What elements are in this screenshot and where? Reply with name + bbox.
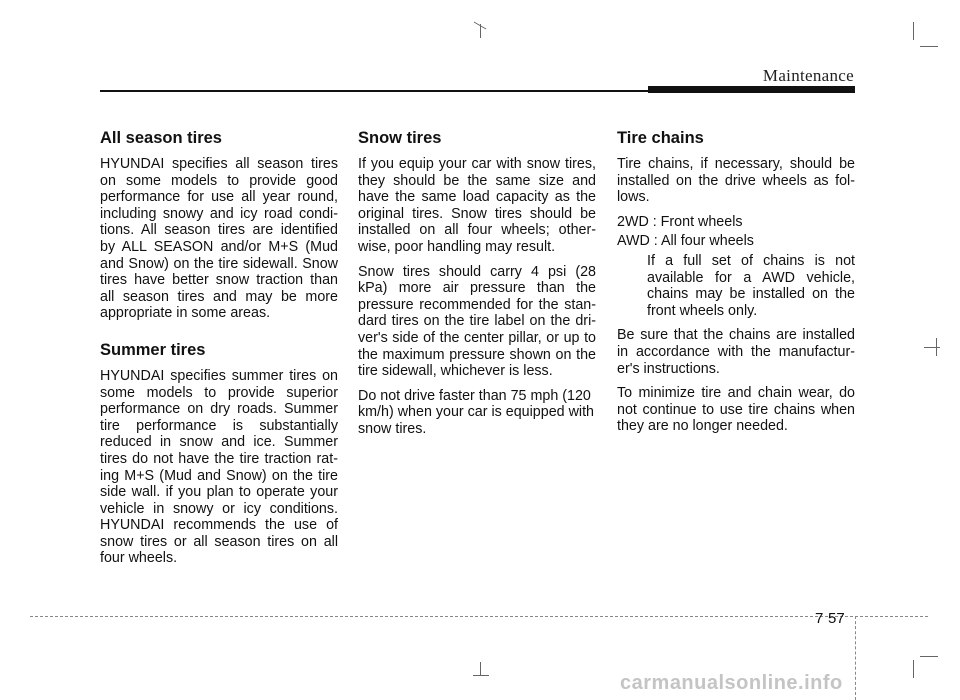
footer-dashed-divider [855,616,856,700]
header-rule-thin [100,90,648,92]
crop-mark-topright-v [913,22,914,40]
paragraph-all-season-tires: HYUNDAI specifies all season tires on some models to provide good performance for use all year round, including snowy and icy road condi-tions. All season tires are identified by ALL SEASON and/or M+S (Mud and Snow) on the tire sidewall. Snow tires have better snow traction than all season tires and may be more appropriate in some areas. [100,156,338,322]
section-header-title: Maintenance [762,66,854,85]
paragraph-summer-tires: HYUNDAI specifies summer tires on some models to provide superior performance on dry roads. Summer tire performance is substantially reduced in snow and ice. Summer tires do not have the tire traction rat-ing M+S (Mud and Snow) on the tire side wall. if you plan to operate your vehicle in snowy or icy conditions. HYUNDAI recommends the use of snow tires or all season tires on all four wheels. [100,367,338,567]
crop-mark-topright-h [920,46,938,47]
footer-dashed-rule [30,616,928,617]
watermark-text: carmanualsonline.info [620,672,843,694]
crop-mark-bottomright-v [913,660,914,678]
paragraph-snow-tires-size: If you equip your car with snow tires, they should be the same size and have the same load capacity as the original tires. Snow tires should be installed on all four wheels; other-wise, poor handling may result. [358,156,596,255]
paragraph-snow-tires-speed: Do not drive faster than 75 mph (120 km/h) when your car is equipped with snow tires. [358,387,595,437]
line-awd: AWD : All four wheels [617,233,754,250]
column-2 [358,128,596,446]
crop-mark-bottom-v [480,662,481,676]
heading-summer-tires: Summer tires [100,340,206,359]
heading-all-season-tires: All season tires [100,129,222,147]
header-rule-thick [648,86,855,93]
column-1 [100,128,338,575]
column-3 [617,128,855,443]
heading-snow-tires: Snow tires [358,129,442,147]
page-number: 57 [828,610,845,627]
crop-mark-right-h [924,347,940,348]
paragraph-chain-wear: To minimize tire and chain wear, do not continue to use tire chains when they are no longer needed. [617,385,855,435]
crop-mark-bottom-h [473,675,489,676]
paragraph-snow-tires-pressure: Snow tires should carry 4 psi (28 kPa) more air pressure than the pressure recommended for the stan-dard tires on the tire label on the dri-ver's side of the center pillar, or up to the maximum pressure shown on the tire sidewall, whichever is less. [358,263,596,380]
heading-tire-chains: Tire chains [617,129,704,147]
crop-mark-bottomright-h [920,656,938,657]
paragraph-tire-chains-intro: Tire chains, if necessary, should be installed on the drive wheels as fol-lows. [617,156,855,206]
chapter-number: 7 [815,610,824,627]
line-2wd: 2WD : Front wheels [617,213,743,230]
note-awd-chains: If a full set of chains is not available for a AWD vehicle, chains may be installed on the front wheels only. [647,252,855,319]
paragraph-manufacturer-instructions: Be sure that the chains are installed in accordance with the manufactur-er's instructions. [617,327,855,377]
